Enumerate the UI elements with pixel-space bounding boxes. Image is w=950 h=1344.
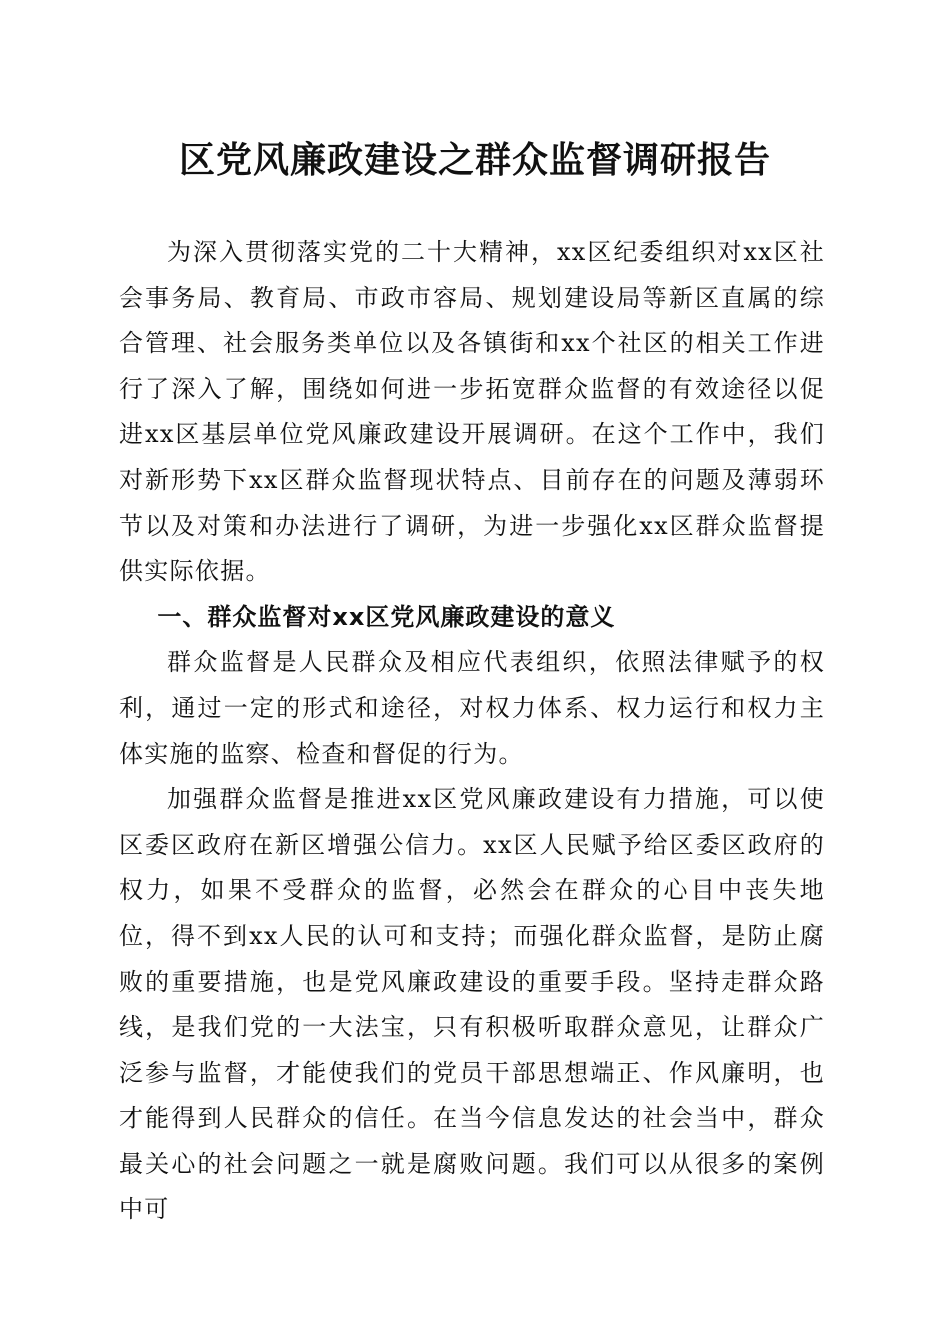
significance-paragraph: 加强群众监督是推进xx区党风廉政建设有力措施，可以使区委区政府在新区增强公信力。xx区人民赋予给区委区政府的权力，如果不受群众的监督，必然会在群众的心目中丧失地位，得不到xx人民的认可和支持；而强化群众监督，是防止腐败的重要措施，也是党风廉政建设的重要手段。坚持走群众路线，是我们党的一大法宝，只有积极听取群众意见，让群众广泛参与监督，才能使我们的党员干部思想端正、作风廉明，也才能得到人民群众的信任。在当今信息发达的社会当中，群众最关心的社会问题之一就是腐败问题。我们可以从很多的案例中可 (119, 785, 825, 1224)
definition-paragraph: 群众监督是人民群众及相应代表组织，依照法律赋予的权利，通过一定的形式和途径，对权力体系、权力运行和权力主体实施的监察、检查和督促的行为。 (119, 648, 825, 768)
document-body (119, 230, 825, 1233)
section-1-heading: 一、群众监督对xx区党风廉政建设的意义 (157, 602, 616, 631)
intro-paragraph: 为深入贯彻落实党的二十大精神，xx区纪委组织对xx区社会事务局、教育局、市政市容局、规划建设局等新区直属的综合管理、社会服务类单位以及各镇街和xx个社区的相关工作进行了深入了解，围绕如何进一步拓宽群众监督的有效途径以促进xx区基层单位党风廉政建设开展调研。在这个工作中，我们对新形势下xx区群众监督现状特点、目前存在的问题及薄弱环节以及对策和办法进行了调研，为进一步强化xx区群众监督提供实际依据。 (119, 238, 825, 586)
document-title: 区党风廉政建设之群众监督调研报告 (178, 139, 771, 181)
